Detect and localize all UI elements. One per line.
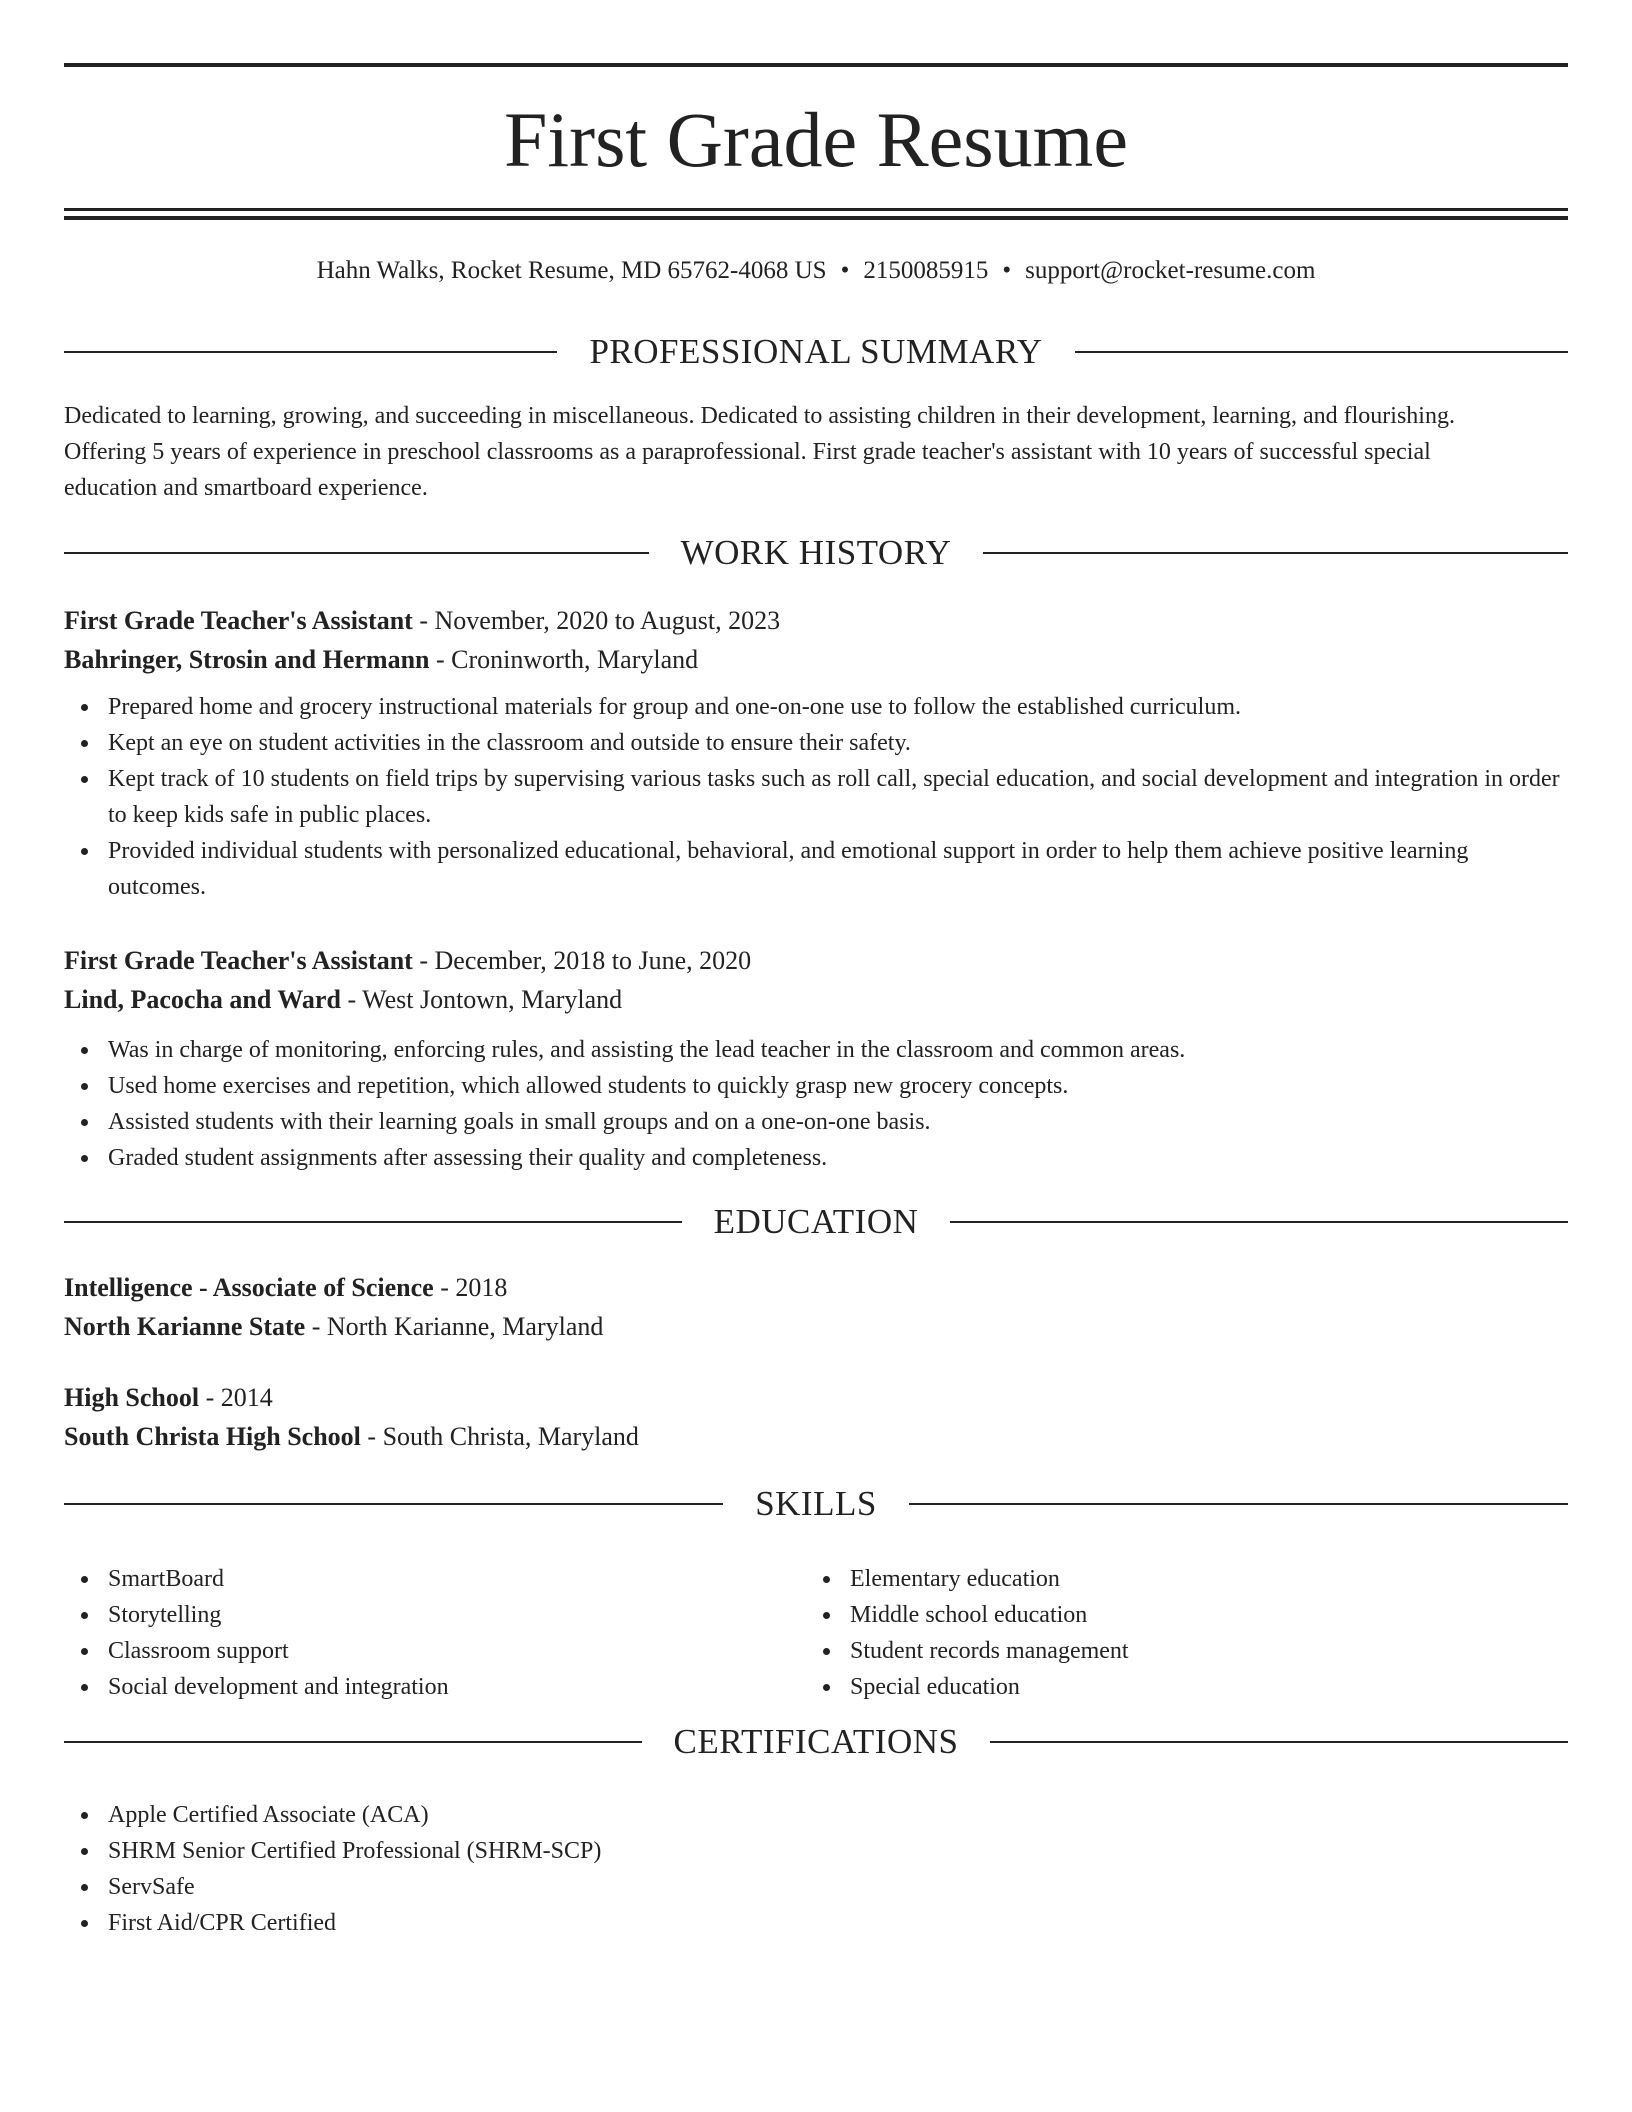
job-company: Bahringer, Strosin and Hermann — [64, 645, 430, 674]
contact-line — [64, 254, 1568, 288]
list-item: Middle school education — [806, 1597, 1548, 1633]
contact-separator: • — [840, 257, 850, 284]
school: South Christa High School — [64, 1422, 361, 1451]
skills-heading: SKILLS — [755, 1484, 877, 1523]
heading-rule — [64, 1503, 723, 1505]
contact-separator: • — [1002, 257, 1012, 284]
heading-rule — [64, 351, 557, 353]
contact-email: support@rocket-resume.com — [1025, 257, 1316, 284]
job-title: First Grade Teacher's Assistant — [64, 946, 413, 975]
job-dates: - December, 2018 to June, 2020 — [412, 946, 752, 975]
job-location: - West Jontown, Maryland — [340, 985, 623, 1014]
education-entry — [64, 1268, 1568, 1346]
list-item: Graded student assignments after assessing their quality and completeness. — [64, 1140, 1568, 1176]
heading-rule — [950, 1221, 1568, 1223]
heading-rule — [64, 552, 649, 554]
list-item: First Aid/CPR Certified — [64, 1905, 1568, 1941]
job-company-line — [64, 640, 1568, 679]
list-item: Special education — [806, 1669, 1548, 1705]
heading-rule — [64, 1741, 642, 1743]
list-item: Assisted students with their learning goals in small groups and on a one-on-one basis. — [64, 1104, 1568, 1140]
school-location: - North Karianne, Maryland — [305, 1312, 604, 1341]
degree-line — [64, 1268, 1568, 1307]
list-item: Provided individual students with personalized educational, behavioral, and emotional support in order to help them achieve positive learning outcomes. — [64, 833, 1568, 905]
job-location: - Croninworth, Maryland — [429, 645, 699, 674]
list-item: Elementary education — [806, 1561, 1548, 1597]
title-top-rule — [64, 63, 1568, 67]
degree-year: - 2014 — [199, 1383, 273, 1412]
job-company: Lind, Pacocha and Ward — [64, 985, 341, 1014]
summary-heading: PROFESSIONAL SUMMARY — [589, 332, 1043, 371]
school-line — [64, 1417, 1568, 1456]
list-item: Social development and integration — [64, 1669, 806, 1705]
education-entry — [64, 1378, 1568, 1456]
school: North Karianne State — [64, 1312, 306, 1341]
section-heading-summary — [64, 332, 1568, 372]
summary-line: Dedicated to learning, growing, and succeeding in miscellaneous. Dedicated to assisting children in their development, learning, and flourishing. — [64, 403, 1455, 429]
contact-address: Hahn Walks, Rocket Resume, MD 65762-4068 US — [316, 257, 827, 284]
section-heading-certifications — [64, 1722, 1568, 1762]
section-heading-education — [64, 1202, 1568, 1242]
list-item: SHRM Senior Certified Professional (SHRM-SCP) — [64, 1833, 1568, 1869]
certifications-list — [64, 1797, 1568, 1941]
job-dates: - November, 2020 to August, 2023 — [412, 606, 781, 635]
summary-text — [64, 398, 1568, 506]
heading-rule — [909, 1503, 1568, 1505]
job-company-line — [64, 980, 1568, 1019]
section-heading-work — [64, 533, 1568, 573]
resume-title: First Grade Resume — [504, 96, 1128, 183]
job-entry — [64, 941, 1568, 1019]
skills-column-right — [806, 1561, 1548, 1705]
contact-phone: 2150085915 — [863, 257, 989, 284]
skills-column-left — [64, 1561, 806, 1705]
degree: High School — [64, 1383, 200, 1412]
skills-list — [64, 1561, 1568, 1705]
title-bottom-rule — [64, 208, 1568, 211]
heading-rule — [983, 552, 1568, 554]
list-item: Student records management — [806, 1633, 1548, 1669]
heading-rule — [64, 1221, 682, 1223]
list-item: Classroom support — [64, 1633, 806, 1669]
section-heading-skills — [64, 1484, 1568, 1524]
degree: Intelligence - Associate of Science — [64, 1273, 434, 1302]
title-bottom-rule-thick — [64, 216, 1568, 220]
school-line — [64, 1307, 1568, 1346]
job-title-line — [64, 941, 1568, 980]
list-item: Storytelling — [64, 1597, 806, 1633]
degree-line — [64, 1378, 1568, 1417]
job-title-line — [64, 601, 1568, 640]
degree-year: - 2018 — [433, 1273, 508, 1302]
list-item: ServSafe — [64, 1869, 1568, 1905]
list-item: SmartBoard — [64, 1561, 806, 1597]
heading-rule — [1075, 351, 1568, 353]
job-bullets — [64, 689, 1568, 905]
job-title: First Grade Teacher's Assistant — [64, 606, 413, 635]
list-item: Kept an eye on student activities in the classroom and outside to ensure their safety. — [64, 725, 1568, 761]
certifications-heading: CERTIFICATIONS — [673, 1722, 959, 1761]
list-item: Prepared home and grocery instructional materials for group and one-on-one use to follow the established curriculum. — [64, 689, 1568, 725]
summary-line: education and smartboard experience. — [64, 475, 428, 501]
education-heading: EDUCATION — [713, 1202, 919, 1241]
list-item: Was in charge of monitoring, enforcing rules, and assisting the lead teacher in the classroom and common areas. — [64, 1032, 1568, 1068]
heading-rule — [990, 1741, 1568, 1743]
list-item: Apple Certified Associate (ACA) — [64, 1797, 1568, 1833]
school-location: - South Christa, Maryland — [360, 1422, 639, 1451]
list-item: Used home exercises and repetition, which allowed students to quickly grasp new grocery concepts. — [64, 1068, 1568, 1104]
summary-line: Offering 5 years of experience in preschool classrooms as a paraprofessional. First grade teacher's assistant with 10 years of successful special — [64, 439, 1431, 465]
job-entry — [64, 601, 1568, 679]
work-heading: WORK HISTORY — [680, 533, 952, 572]
list-item: Kept track of 10 students on field trips by supervising various tasks such as roll call, special education, and social development and integration in order to keep kids safe in public places. — [64, 761, 1568, 833]
job-bullets — [64, 1032, 1568, 1176]
